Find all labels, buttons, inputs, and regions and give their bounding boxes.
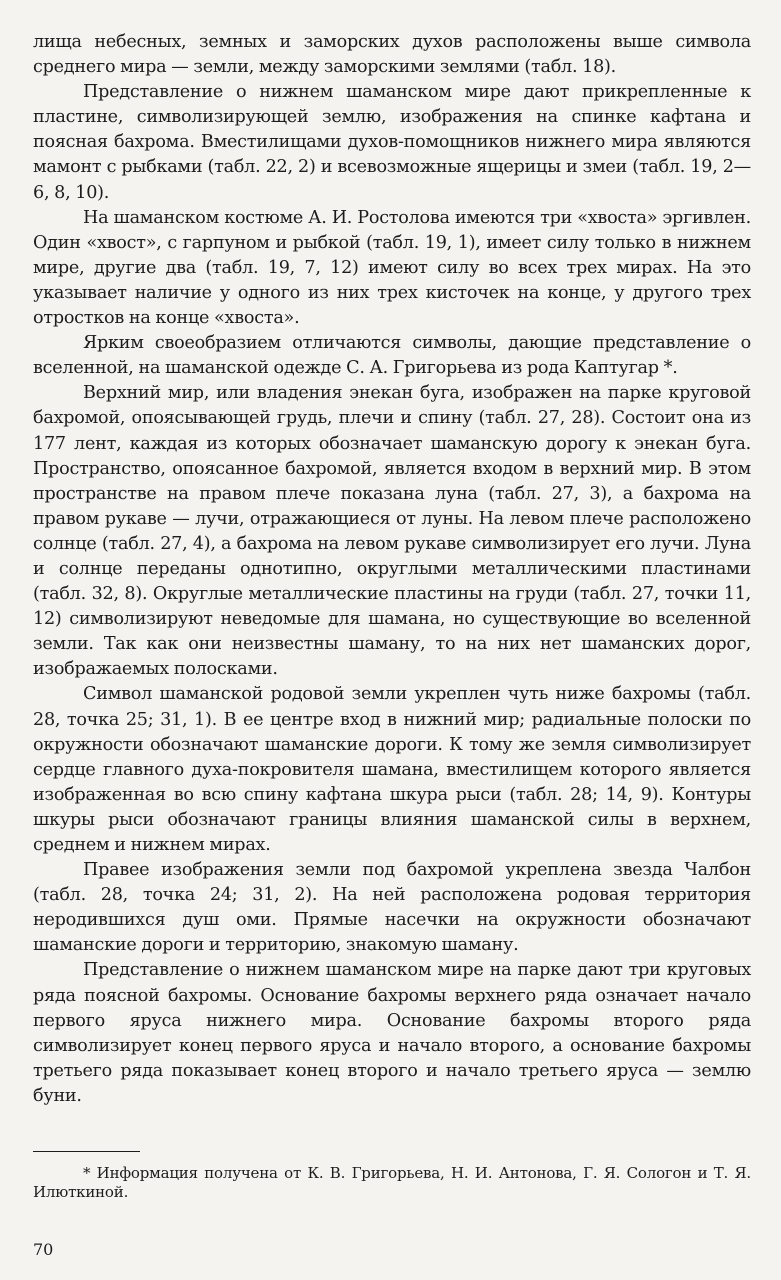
paragraph-6: Символ шаманской родовой земли укреплен чуть ниже бахромы (табл. 28, точка 25; 31, 1). В ее центре вход в нижний мир; радиальные полоски по окружности обозначают шаманские дороги. К тому же земля символизирует сердце главного духа-покровителя шамана, вместилищем которого является изображенная во всю спину кафтана шкура рыси (табл. 28; 14, 9). Контуры шкуры рыси обозначают границы влияния шаманской силы в верхнем, среднем и нижнем мирах.: [33, 684, 751, 855]
paragraph-2: Представление о нижнем шаманском мире дают прикрепленные к пластине, символизирующей землю, изображения на спинке кафтана и поясная бахрома. Вместилищами духов-помощников нижнего мира являются мамонт с рыбками (табл. 22, 2) и всевозможные ящерицы и змеи (табл. 19, 2—6, 8, 10).: [33, 82, 751, 203]
footnote: * Информация получена от К. В. Григорьева, Н. И. Антонова, Г. Я. Сологон и Т. Я. Илюткиной.: [33, 1164, 751, 1201]
page-number: 70: [33, 1240, 54, 1259]
footnote-divider: [33, 1151, 140, 1152]
paragraph-1: лища небесных, земных и заморских духов расположены выше символа среднего мира — земли, между заморскими землями (табл. 18).: [33, 32, 751, 78]
paragraph-3: На шаманском костюме А. И. Ростолова имеются три «хвоста» эргивлен. Один «хвост», с гарпуном и рыбкой (табл. 19, 1), имеет силу только в нижнем мире, другие два (табл. 19, 7, 12) имеют силу во всех трех мирах. На это указывает наличие у одного из них трех кисточек на конце, у другого трех отростков на конце «хвоста».: [33, 207, 751, 329]
main-text: [33, 30, 751, 1109]
paragraph-7: Правее изображения земли под бахромой укреплена звезда Чалбон (табл. 28, точка 24; 31, 2). На ней расположена родовая территория неродившихся душ оми. Прямые насечки на окружности обозначают шаманские дороги и территорию, знакомую шаману.: [33, 860, 751, 956]
paragraph-4: Ярким своеобразием отличаются символы, дающие представление о вселенной, на шаманской одежде С. А. Григорьева из рода Каптугар *.: [33, 333, 751, 379]
paragraph-8: Представление о нижнем шаманском мире на парке дают три круговых ряда поясной бахромы. Основание бахромы верхнего ряда означает начало первого яруса нижнего мира. Основание бахромы второго ряда символизирует конец первого яруса и начало второго, а основание бахромы третьего ряда показывает конец второго и начало третьего яруса — землю буни.: [33, 960, 751, 1106]
paragraph-5: Верхний мир, или владения энекан буга, изображен на парке круговой бахромой, опоясывающей грудь, плечи и спину (табл. 27, 28). Состоит она из 177 лент, каждая из которых обозначает шаманскую дорогу к энекан буга. Пространство, опоясанное бахромой, является входом в верхний мир. В этом пространстве на правом плече показана луна (табл. 27, 3), а бахрома на правом рукаве — лучи, отражающиеся от луны. На левом плече расположено солнце (табл. 27, 4), а бахрома на левом рукаве символизирует его лучи. Луна и солнце переданы однотипно, округлыми металлическими пластинами (табл. 32, 8). Округлые металлические пластины на груди (табл. 27, точки 11, 12) символизируют неведомые для шамана, но существующие во вселенной земли. Так как они неизвестны шаману, то на них нет шаманских дорог, изображаемых полосками.: [33, 383, 751, 680]
